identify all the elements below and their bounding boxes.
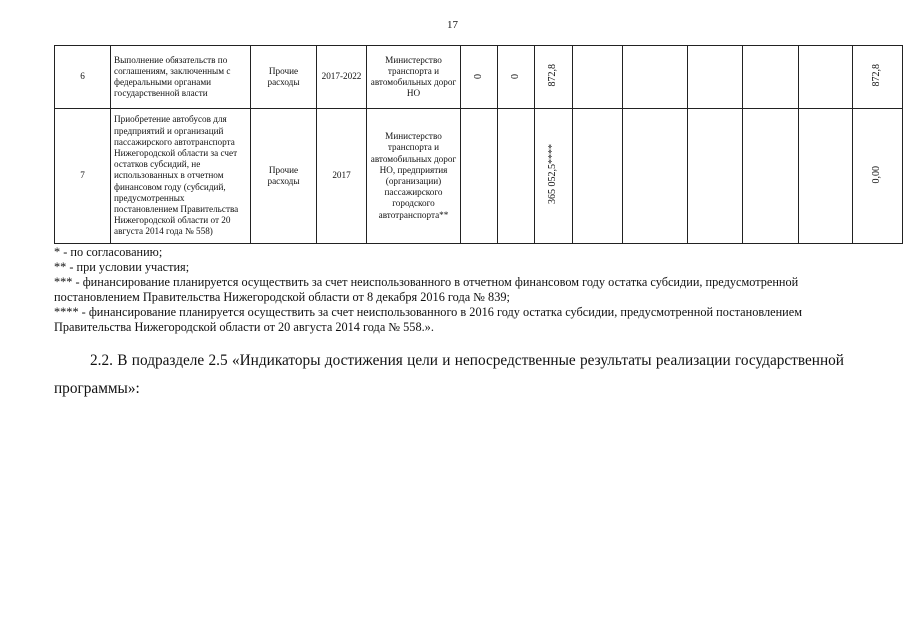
period: 2017 (317, 109, 367, 244)
amount-cell (623, 46, 688, 109)
footnote: *** - финансирование планируется осуществить за счет неиспользованного в отчетном финансовом году остатка субсидии, предусмотренной постановлением Правительства Нижегородской области от 8 декабря 2016 года № 839; (54, 275, 799, 304)
program-activities-table (54, 45, 903, 244)
activity-name: Приобретение автобусов для предприятий и организаций пассажирского автотранспорта Нижегородской области за счет остатков субсидий, не использованных в отчетном финансовом году (субсидий, предусмотренных постановлением Правительства Нижегородской области от 20 августа 2014 года № 558) (111, 109, 251, 244)
amount-cell (535, 46, 573, 109)
table-row (55, 109, 903, 244)
footnote: ** - при условии участия; (54, 260, 190, 274)
amount-cell (573, 109, 623, 244)
amount-cell (623, 109, 688, 244)
amount-value: 872,8 (547, 64, 559, 87)
footnote: **** - финансирование планируется осуществить за счет неиспользованного в 2016 году остатка субсидии, предусмотренной постановлением Правительства Нижегородской области от 20 августа 2014 года № 558.». (54, 305, 802, 334)
section-paragraph: 2.2. В подразделе 2.5 «Индикаторы достижения цели и непосредственные результаты реализации государственной программы»: (54, 352, 844, 397)
activity-name: Выполнение обязательств по соглашениям, заключенным с федеральными органами государственной власти (111, 46, 251, 109)
expense-type: Прочие расходы (251, 109, 317, 244)
amount-cell (743, 109, 799, 244)
amount-value: 365 052,5**** (547, 144, 559, 205)
amount-cell (498, 46, 535, 109)
amount-value: 0 (472, 74, 484, 80)
row-number: 6 (55, 46, 111, 109)
expense-type: Прочие расходы (251, 46, 317, 109)
amount-cell (498, 109, 535, 244)
page-number: 17 (447, 19, 458, 31)
footnote: * - по согласованию; (54, 245, 163, 259)
total-value: 0,00 (871, 165, 883, 184)
row-number: 7 (55, 109, 111, 244)
amount-cell (573, 46, 623, 109)
amount-cell (688, 46, 743, 109)
amount-cell (688, 109, 743, 244)
amount-cell (535, 109, 573, 244)
amount-cell (799, 46, 853, 109)
amount-value: 0 (509, 74, 521, 80)
footnotes (54, 245, 854, 335)
amount-cell (799, 109, 853, 244)
total-value: 872,8 (871, 64, 883, 87)
amount-cell (743, 46, 799, 109)
period: 2017-2022 (317, 46, 367, 109)
executor: Министерство транспорта и автомобильных дорог НО, предприятия (организации) пассажирского городского автотранспорта** (367, 109, 461, 244)
amount-cell (461, 109, 498, 244)
executor: Министерство транспорта и автомобильных дорог НО (367, 46, 461, 109)
amount-cell (461, 46, 498, 109)
total-cell (853, 109, 903, 244)
total-cell (853, 46, 903, 109)
table-row (55, 46, 903, 109)
